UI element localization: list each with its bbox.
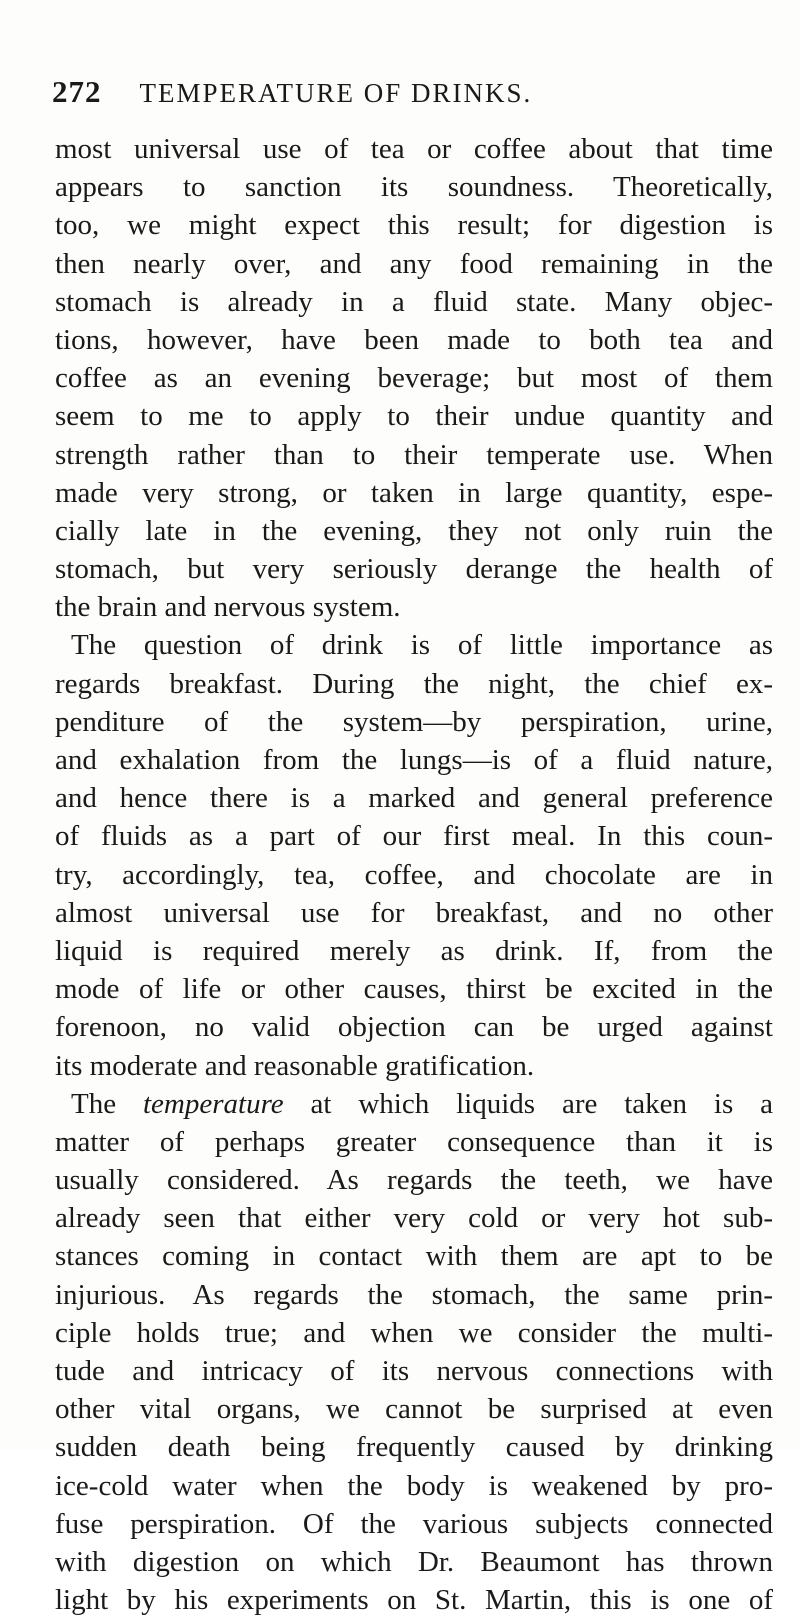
text-line: The question of drink is of little importance as xyxy=(71,629,773,662)
text-line: of fluids as a part of our first meal. In this coun- xyxy=(55,820,773,853)
text-line: coffee as an evening beverage; but most of them xyxy=(55,362,773,395)
text-segment: The xyxy=(71,1087,117,1120)
text-line: regards breakfast. During the night, the chief ex- xyxy=(55,667,773,700)
text-line: appears to sanction its soundness. Theoretically, xyxy=(55,171,773,204)
text-line: then nearly over, and any food remaining in the xyxy=(55,247,773,280)
text-line: with digestion on which Dr. Beaumont has thrown xyxy=(55,1545,773,1578)
text-line: other vital organs, we cannot be surprised at even xyxy=(55,1393,773,1426)
text-line: too, we might expect this result; for digestion is xyxy=(55,209,773,242)
text-line xyxy=(55,1085,773,1123)
text-line: stomach, but very seriously derange the health of xyxy=(55,553,773,586)
text-line: cially late in the evening, they not only ruin the xyxy=(55,514,773,547)
text-line: and exhalation from the lungs—is of a fluid nature, xyxy=(55,744,773,776)
text-line: sudden death being frequently caused by drinking xyxy=(55,1431,773,1464)
text-line: most universal use of tea or coffee about that time xyxy=(55,133,773,165)
text-line: its moderate and reasonable gratification. xyxy=(55,1049,535,1082)
text-line: stances coming in contact with them are apt to be xyxy=(55,1240,773,1273)
text-line: try, accordingly, tea, coffee, and chocolate are in xyxy=(55,858,773,891)
running-head xyxy=(52,74,752,114)
page-number: 272 xyxy=(52,74,102,109)
text-line: strength rather than to their temperate use. When xyxy=(55,438,773,471)
text-line: the brain and nervous system. xyxy=(55,591,401,624)
text-segment: at which liquids are taken is a xyxy=(310,1087,774,1120)
text-line: injurious. As regards the stomach, the same prin- xyxy=(55,1278,773,1311)
text-line: made very strong, or taken in large quantity, espe- xyxy=(55,476,773,509)
text-line: light by his experiments on St. Martin, this is one of xyxy=(55,1584,773,1617)
text-line: forenoon, no valid objection can be urged against xyxy=(55,1011,773,1044)
text-line: tude and intricacy of its nervous connections with xyxy=(55,1355,773,1387)
running-title: TEMPERATURE OF DRINKS. xyxy=(139,78,533,108)
text-line: tions, however, have been made to both tea and xyxy=(55,323,773,356)
body-text xyxy=(55,130,773,1619)
text-line: ciple holds true; and when we consider the multi- xyxy=(55,1316,773,1349)
text-line: ice-cold water when the body is weakened by pro- xyxy=(55,1469,773,1502)
text-line: and hence there is a marked and general preference xyxy=(55,782,773,815)
text-line: fuse perspiration. Of the various subjects connected xyxy=(55,1507,773,1540)
text-line: almost universal use for breakfast, and no other xyxy=(55,896,773,929)
text-line: already seen that either very cold or very hot sub- xyxy=(55,1202,773,1235)
text-line: seem to me to apply to their undue quantity and xyxy=(55,400,773,433)
text-line: stomach is already in a fluid state. Many objec- xyxy=(55,285,773,318)
italic-term: temperature xyxy=(142,1087,284,1120)
text-line: liquid is required merely as drink. If, from the xyxy=(55,934,773,967)
text-line: penditure of the system—by perspiration, urine, xyxy=(55,705,773,738)
text-line: matter of perhaps greater consequence than it is xyxy=(55,1125,773,1158)
text-line: usually considered. As regards the teeth, we have xyxy=(55,1164,773,1197)
text-line: mode of life or other causes, thirst be excited in the xyxy=(55,973,773,1006)
